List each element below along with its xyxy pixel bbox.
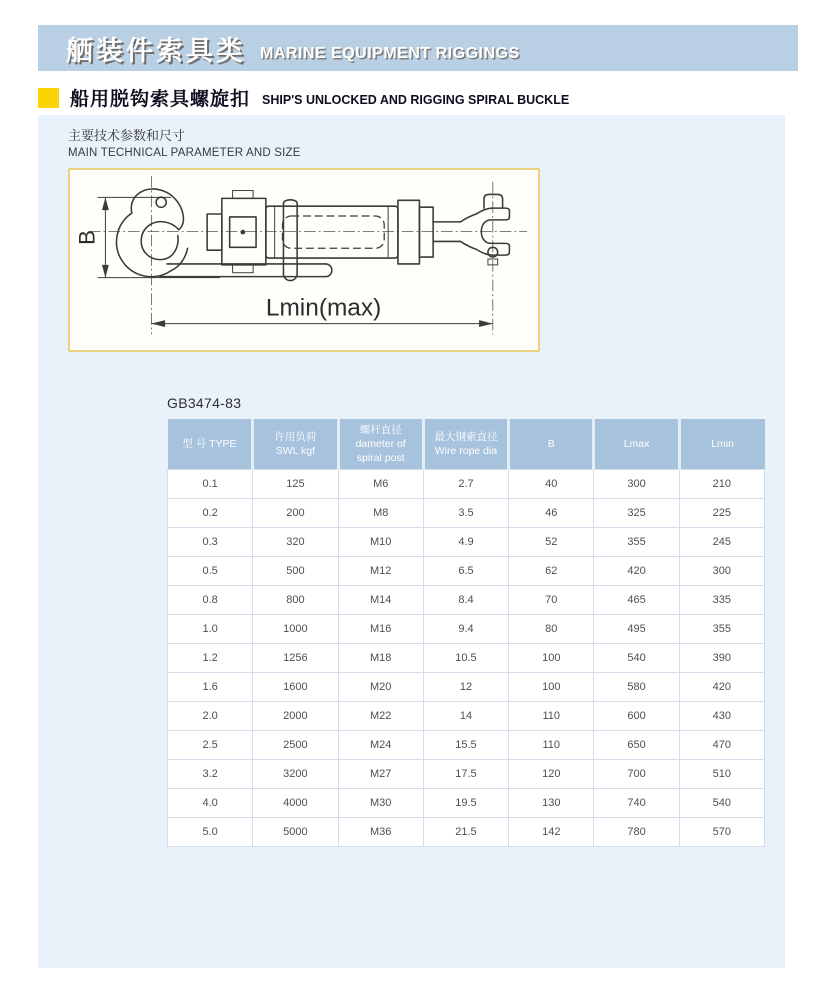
table-cell: 2.7	[423, 470, 508, 499]
table-cell: 5.0	[168, 818, 253, 847]
table-cell: 52	[509, 528, 594, 557]
section-title-en: SHIP'S UNLOCKED AND RIGGING SPIRAL BUCKLE	[262, 93, 570, 107]
dimension-lmin	[151, 295, 492, 327]
table-cell: 430	[679, 702, 764, 731]
column-header: Lmin	[679, 419, 764, 470]
column-header: 许用负荷 SWL kgf	[253, 419, 338, 470]
table-cell: 142	[509, 818, 594, 847]
table-cell: M36	[338, 818, 423, 847]
table-cell: 200	[253, 499, 338, 528]
table-cell: 650	[594, 731, 679, 760]
table-cell: 14	[423, 702, 508, 731]
table-row	[168, 673, 765, 702]
dimension-label-b: B	[74, 229, 100, 246]
table-cell: 5000	[253, 818, 338, 847]
table-cell: 1.6	[168, 673, 253, 702]
table-cell: 12	[423, 673, 508, 702]
table-cell: 420	[594, 557, 679, 586]
page-title-cn: 舾装件索具类	[66, 35, 246, 66]
table-cell: 3.2	[168, 760, 253, 789]
table-cell: M20	[338, 673, 423, 702]
column-header: 型 号 TYPE	[168, 419, 253, 470]
table-cell: 110	[509, 702, 594, 731]
table-cell: 580	[594, 673, 679, 702]
table-cell: 1000	[253, 615, 338, 644]
table-cell: 1.2	[168, 644, 253, 673]
table-cell: 245	[679, 528, 764, 557]
table-cell: 125	[253, 470, 338, 499]
table-cell: 3.5	[423, 499, 508, 528]
params-label	[68, 125, 301, 159]
table-cell: 9.4	[423, 615, 508, 644]
table-cell: M16	[338, 615, 423, 644]
table-row	[168, 499, 765, 528]
table-cell: M22	[338, 702, 423, 731]
table-cell: 4.9	[423, 528, 508, 557]
turnbuckle-drawing	[70, 170, 538, 350]
table-cell: 225	[679, 499, 764, 528]
table-cell: 210	[679, 470, 764, 499]
table-cell: 4000	[253, 789, 338, 818]
table-row	[168, 470, 765, 499]
table-cell: M10	[338, 528, 423, 557]
table-cell: 100	[509, 644, 594, 673]
spec-table	[167, 419, 765, 847]
table-cell: 6.5	[423, 557, 508, 586]
table-cell: 300	[679, 557, 764, 586]
table-cell: 8.4	[423, 586, 508, 615]
table-cell: M8	[338, 499, 423, 528]
table-row	[168, 586, 765, 615]
table-row	[168, 818, 765, 847]
table-row	[168, 760, 765, 789]
table-row	[168, 731, 765, 760]
dimension-b	[75, 197, 220, 277]
table-cell: 335	[679, 586, 764, 615]
latch-rod	[160, 264, 332, 277]
table-cell: 46	[509, 499, 594, 528]
table-cell: 3200	[253, 760, 338, 789]
table-cell: 0.1	[168, 470, 253, 499]
standard-code: GB3474-83	[167, 395, 242, 411]
drawing-box	[68, 168, 540, 352]
table-cell: 100	[509, 673, 594, 702]
table-cell: 62	[509, 557, 594, 586]
table-cell: 0.8	[168, 586, 253, 615]
table-cell: 0.2	[168, 499, 253, 528]
table-cell: 10.5	[423, 644, 508, 673]
table-cell: 355	[594, 528, 679, 557]
table-row	[168, 789, 765, 818]
table-cell: 19.5	[423, 789, 508, 818]
table-cell: 21.5	[423, 818, 508, 847]
table-cell: 2000	[253, 702, 338, 731]
collar-nut	[398, 200, 461, 264]
table-cell: 510	[679, 760, 764, 789]
column-header: Lmax	[594, 419, 679, 470]
table-cell: M30	[338, 789, 423, 818]
table-cell: 390	[679, 644, 764, 673]
table-cell: 1256	[253, 644, 338, 673]
table-cell: 40	[509, 470, 594, 499]
table-cell: 355	[679, 615, 764, 644]
table-cell: 1600	[253, 673, 338, 702]
table-cell: M12	[338, 557, 423, 586]
sliding-band	[283, 200, 297, 281]
table-row	[168, 702, 765, 731]
table-cell: 130	[509, 789, 594, 818]
header-row	[168, 419, 765, 470]
table-cell: 320	[253, 528, 338, 557]
table-cell: 17.5	[423, 760, 508, 789]
table-cell: M6	[338, 470, 423, 499]
table-cell: 600	[594, 702, 679, 731]
hook-eye-hole	[156, 197, 166, 207]
table-cell: 780	[594, 818, 679, 847]
clevis-fork	[461, 194, 510, 264]
column-header: B	[509, 419, 594, 470]
table-cell: 470	[679, 731, 764, 760]
table-row	[168, 644, 765, 673]
column-header: 最大钢索直径 Wire rope dia	[423, 419, 508, 470]
table-cell: M27	[338, 760, 423, 789]
table-cell: 0.5	[168, 557, 253, 586]
dimension-label-lmin: Lmin(max)	[265, 294, 382, 322]
column-header: 螺杆直径 dameter of spiral post	[338, 419, 423, 470]
table-cell: 465	[594, 586, 679, 615]
params-label-cn: 主要技术参数和尺寸	[68, 128, 186, 143]
section-header	[38, 84, 569, 111]
table-cell: 2.0	[168, 702, 253, 731]
turnbuckle-barrel	[266, 206, 398, 258]
table-cell: 540	[594, 644, 679, 673]
table-cell: 0.3	[168, 528, 253, 557]
table-cell: 4.0	[168, 789, 253, 818]
table-cell: 110	[509, 731, 594, 760]
table-cell: M18	[338, 644, 423, 673]
table-cell: 1.0	[168, 615, 253, 644]
content-panel	[38, 115, 785, 968]
table-cell: 540	[679, 789, 764, 818]
table-row	[168, 528, 765, 557]
table-cell: 700	[594, 760, 679, 789]
table-cell: 70	[509, 586, 594, 615]
table-cell: 800	[253, 586, 338, 615]
table-cell: 420	[679, 673, 764, 702]
table-cell: 2500	[253, 731, 338, 760]
table-cell: 500	[253, 557, 338, 586]
table-cell: 2.5	[168, 731, 253, 760]
table-cell: M24	[338, 731, 423, 760]
table-cell: 495	[594, 615, 679, 644]
params-label-en: MAIN TECHNICAL PARAMETER AND SIZE	[68, 147, 301, 159]
page-title-en: MARINE EQUIPMENT RIGGINGS	[260, 45, 520, 62]
table-cell: 300	[594, 470, 679, 499]
yellow-square-bullet-icon	[38, 88, 59, 108]
table-cell: 740	[594, 789, 679, 818]
table-cell: 120	[509, 760, 594, 789]
table-cell: 80	[509, 615, 594, 644]
table-cell: 325	[594, 499, 679, 528]
table-cell: 15.5	[423, 731, 508, 760]
table-cell: M14	[338, 586, 423, 615]
section-title-cn: 船用脱钩索具螺旋扣	[70, 89, 251, 110]
table-row	[168, 557, 765, 586]
header-band	[38, 25, 798, 71]
table-cell: 570	[679, 818, 764, 847]
table-row	[168, 615, 765, 644]
